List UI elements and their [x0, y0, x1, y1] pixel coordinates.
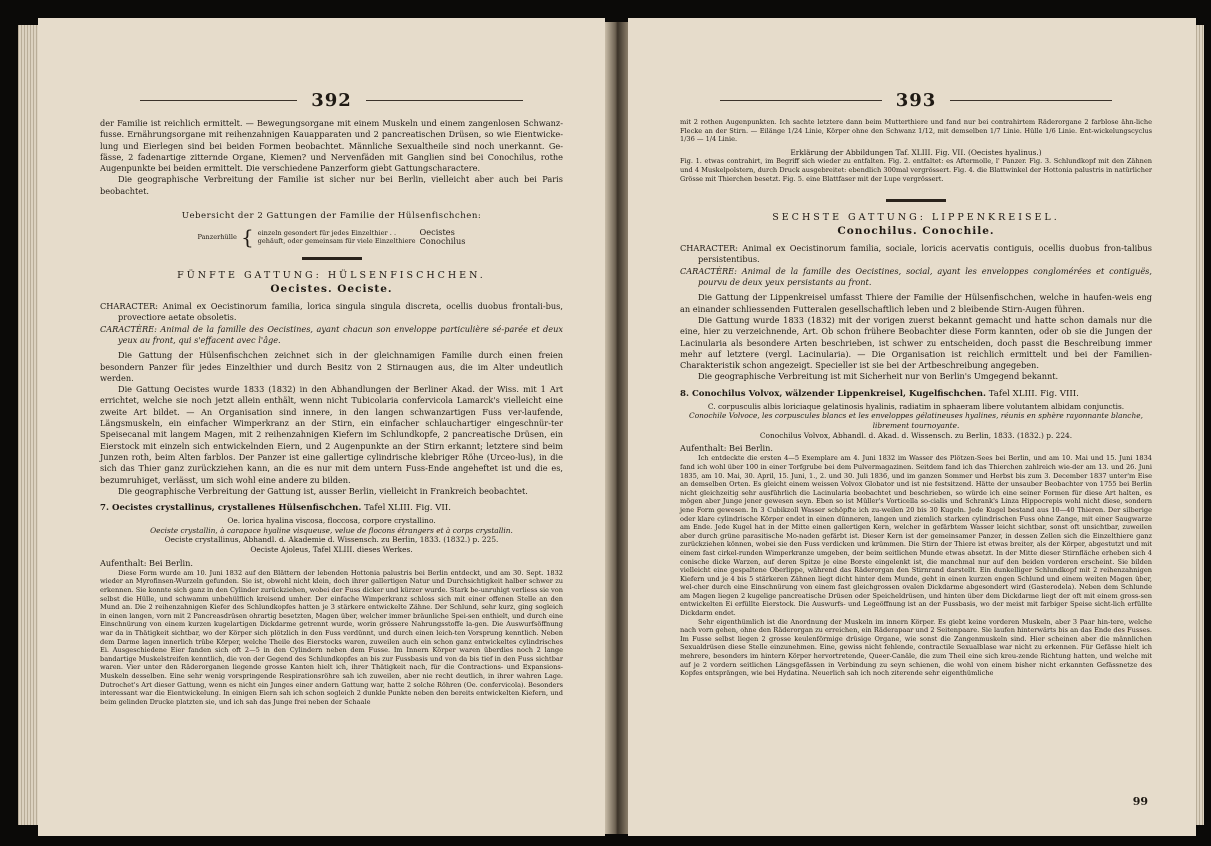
species-plate-ref: Tafel XLIII. Fig. VII.: [364, 503, 451, 514]
species-french: Oeciste crystallin, à carapace hyaline visqueuse, velue de flocons étrangers et à corps crystallin.: [150, 525, 513, 535]
caractere-text: Animal de la famille des Oecistines, social, ayant les enveloppes conglomérées et contiguës, pourvu de deux yeux persistants au front.: [698, 265, 1152, 288]
section-divider: [886, 199, 946, 202]
paragraph: Ich entdeckte die ersten 4—5 Exemplare am 4. Juni 1832 im Wasser des Plötzen-Sees bei Berlin, und am 10. Mai und 15. Juni 1834 fand ich wohl über 100 in einer Torfgrube bei dem Pulvermagazinen. Seitdem fand ich das Thierchen zahlreich wie-der am 13. und 26. Juni 1835, am 10. Mai, 30. April, 15. Juni, 1., 2. und 30. Juli 1836, und im ganzen Sommer und Herbst bis zum 3. December 1837 unter'm Eise an demselben Orten. Es gleicht einem weissen Volvox Globator und ist nie festsitzend. Hätte der unsauber Beobachter von 1755 bei Berlin nicht gleichzeitig sehr ausführlich die Lacinularia beobachtet und beschrieben, so würde ich eine seiner Formen für diese Art halten, es mögen aber Junge jener gewesen seyn. Eben so ist Müller's Vorticella so-cialis und Schrank's Linza Hippocrepis wohl nicht diese, sondern jene Form gewesen. In 3 Cubikzoll Wasser schöpfte ich zu-weilen 20 bis 30 Kugeln. Jede Kugel bestand aus 10—40 Thieren. Der silberige oder klare cylindrische Körper endet in einen dünneren, langen und ziemlich starken cylindrischen Fuss ohne Zange, mit einer Saugwarze am Ende. Jede Kugel hat in der Mitte einen gallertigen Kern, welcher in gefärbtem Wasser leicht sichtbar, sonst oft unsichtbar, zuweilen aber durch grüne parasitische Mo-naden gefärbt ist. Dieser Kern ist der gemeinsamer Panzer, in dessen Zellen sich die Einzelthiere ganz zurückziehen können, wobei sie den Fuss verdicken und krümmen. Die Stirn der Thiere ist etwas breiter, als der Körper, abgestutzt und mit einem fast cirkel-runden Wimperkranze umgeben, der beim seitlichen Munde etwas absetzt. In der Mitte dieser Stirnfläche erheben sich 4 conische dicke Warzen, auf deren Spitze je eine Borste eingelenkt ist, die manchmal nur auf den beiden vorderen erscheint. Sie bilden vielleicht eine gespaltene Oberlippe, während das Räderorgan den Stirnrand darstellt. Ein dunkelliger Schlundkopf mit 2 reihenzahnigen Kiefern und je 4 bis 5 stärkeren Zähnen liegt dicht hinter dem Munde, geht in einen kurzen engen Schlund und einem weiten Magen über, wel-cher durch eine Einschnürung von einem fast gleichgrossen ovalen Dickdarme abgesondert wird (Gasterodela). Neben dem Schlunde am Magen liegen 2 kugelige pancreatische Drüsen oder Speicheldrüsen, und hinten über dem Dickdarme liegt der oft mit einem gross-sen entwickelten Ei erfüllte Eierstock. Die Auswurfs- und Legeöffnung ist an der Fussbasis, wo der meist mit farbiger Speise sicht-lich erfüllte Dickdarm endet.: [680, 454, 1152, 618]
genus-names: Conochilus. Conochile.: [837, 225, 995, 238]
paragraph: der Familie ist reichlich ermittelt. — Bewegungsorgane mit einem Muskeln und einem zangenlosen Schwanz-fusse. Ernährungsorgane mit reihenzahnigen Kauapparaten und 2 pancreatischen Drüsen, so wie Eientwicke-lung und Eierlegen sind bei beiden Formen beobachtet. Männliche Sexualtheile sind noch unerkannt. Ge-fässe, 2 fadenartige zitternde Organe, Kiemen? und Nervenfäden mit Ganglien sind bei Conochilus, rothe Augenpunkte bei beiden ermittelt. Die verschiedene Panzerform giebt Gattungscharactere.: [100, 118, 563, 174]
species-latin: C. corpusculis albis loriciaque gelatinosis hyalinis, radiatim in sphaeram libere volutantem albidam conjunctis.: [707, 401, 1125, 411]
character-paragraph: [680, 243, 1152, 266]
species-heading: 7. Oecistes crystallinus, crystallenes Hülsenfischchen.: [100, 503, 362, 514]
overview-label: Panzerhülle: [197, 232, 237, 241]
left-page: [38, 18, 605, 836]
character-text: Animal ex Oecistinorum familia, lorica singula singula discreta, ocellis duobus frontali-bus, provectiore aetate obsoletis.: [118, 301, 563, 323]
overview-row: einzeln gesondert für jedes Einzelthier . .: [257, 228, 397, 237]
species-reference: Oeciste crystallinus, Abhandl. d. Akademie d. Wissensch. zu Berlin, 1833. (1832.) p. 225.: [164, 535, 499, 545]
overview-name: Oecistes: [419, 226, 455, 237]
species-heading-row: [680, 389, 1152, 400]
genus-names: Oecistes. Oeciste.: [270, 283, 393, 296]
caractere-text: Animal de la famille des Oecistines, ayant chacun son enveloppe particulière sé-parée et deux yeux au front, qui s'effacent avec l'âge.: [118, 323, 564, 345]
paragraph: Sehr eigenthümlich ist die Anordnung der Muskeln im innern Körper. Es giebt keine vorderen Muskeln, aber 3 Paar hin-tere, welche nach vorn gehen, ohne den Räderorgan zu erreichen, ein Räderapaar und 2 Seitenpaare. Sie laufen hinterwärts bis an das Ende des Fusses. Im Fusse selbst liegen 2 grosse keulenförmige drüsige Organe, wie sonst die Zangenmuskeln sind. Hier scheinen aber die männlichen Sexualdrüsen diese Stelle einzunehmen. Eine, gewiss nicht fehlende, contractile Sexualblase war nicht zu erkennen. Für Gefässe hielt ich mehrere, besonders im hintern Körper hervortretende, Queer-Canäle, die zum Theil eine sich kreu-zende Richtung hatten, und welche mit auf je 2 vordern seitlichen Längsgefässen in Verbindung zu seyn schienen, die wohl von einem bisher nicht erkannten Gefässnetze des Kopfes entsprängen, wie bei Hydatina. Neuerlich sah ich noch ziterende sehr eigenthümliche: [680, 617, 1152, 678]
page-header: [680, 90, 1152, 112]
overview-names: [420, 228, 466, 247]
character-label: CHARACTER:: [680, 243, 739, 254]
paragraph: Die Gattung wurde 1833 (1832) mit der vorigen zuerst bekannt gemacht und hatte schon damals nur die eine, hier zu verzeichnende, Art. Ob schon frühere Beobachter diese Form kannten, oder ob sie die Jungen der Lacinularia als besondere Arten beschrieben, ist schwer zu entscheiden, doch passt die Beschreibung immer mehr auf letztere (vergl. Lacinularia). — Die Organisation ist reichlich ermittelt und bei der Familien-Charakteristik schon angezeigt. Specieller ist sie bei der Artbeschreibung angegeben.: [680, 314, 1152, 371]
paragraph: Die geographische Verbreitung ist mit Sicherheit nur von Berlin's Umgegend bekannt.: [698, 371, 1059, 382]
character-label: CHARACTER:: [100, 301, 159, 312]
caractere-paragraph: [100, 324, 563, 347]
species-heading-row: [100, 503, 563, 514]
folio-number: 99: [1132, 795, 1148, 808]
paragraph: mit 2 rothen Augenpunkten. Ich sachte letztere dann beim Mutterthiere und fand nur bei contrahirtem Räderorgane 2 farblose ähn-liche Flecke an der Stirn. — Eilänge 1/24 Linie, Körper ohne den Schwanz 1/12, mit demselben 1/7 Linie. Hülle 1/6 Linie. Ent-wickelungscyclus 1/36 — 1/4 Linie.: [680, 118, 1152, 144]
species-reference: Conochilus Volvox, Abhandl. d. Akad. d. Wissensch. zu Berlin, 1833. (1832.) p. 224.: [759, 430, 1073, 440]
caractere-label: CARACTÈRE:: [680, 265, 737, 276]
page-number: 392: [297, 90, 366, 111]
paragraph: Die Gattung der Hülsenfischchen zeichnet sich in der gleichnamigen Familie durch einen freien besondern Panzer für jedes Einzelthier und durch Besitz von 2 Stirnaugen aus, die im Alter undeutlich werden.: [100, 350, 563, 383]
overview-name: Conochilus: [419, 236, 466, 247]
paragraph: Diese Form wurde am 10. Juni 1832 auf den Blättern der lebenden Hottonia palustris bei Berlin entdeckt, und am 30. Sept. 1832 wieder an Myrofinsen-Wurzeln gefunden. Sie ist, obwohl nicht klein, doch ihrer gallertigen Natur und Durchsichtigkeit halber schwer zu erkennen. Sie konnte sich ganz in den Cylinder zurückziehen, wobei der Fuss dicker und kürzer wurde. Stark be-unruhigt verliess sie von selbst die Hülle, und schwamm unbehülflich kreisend umher. Der einfache Wimperkranz schloss sich mit einer offenen Stelle an den Mund an. Die 2 reihenzahnigen Kiefer des Schlundkopfes hatten je 3 stärkere entwickelte Zähne. Der Schlund, sehr kurz, ging sogleich in einen langen, vorn mit 2 Pancreasdrüsen ohrartig besetzten, Magen über, welcher immer bräunliche Spei-sen enthielt, und durch eine Einschnürung von einem kurzen kugelartigen Dickdarme getrennt wurde, worin grössere Nahrungsstoffe la-gen. Die Auswurfsöffnung war da in Thätigkeit sichtbar, wo der Körper sich plötzlich in den Fuss verdünnt, und durch einen leich-ten Vorsprung kenntlich. Neben dem Darme lagen innerlich trübe Körper, welche Theile des Eierstocks waren, zuweilen auch ein schon ganz entwickeltes cylindrisches Ei. Ausgeschiedene Eier fanden sich oft 2—5 in den Cylindern neben dem Fusse. Im Innern Körper waren überdies noch 2 lange bandartige Muskelstreifen kenntlich, die von der Gegend des Schlundkopfes an bis zur Fussbasis und von da bis tief in den Fuss sichtbar waren. Vier unter den Räderorganen liegende grosse Kanten hielt ich, ihrer Thätigkeit nach, für die Contractions- und Expansions-Muskeln desselben. Eine sehr wenig vorspringende Respirationsröhre sah ich zuweilen, aber nie recht deutlich, in ihrer wahren Lage. Dutrochet's Art dieser Gattung, wenn es nicht ein Junges einer andern Gattung war, hatte 2 solche Röhren (Oe. confervicola). Besonders interessant war die Eientwickelung. In einigen Eiern sah ich schon sogleich 2 dunkle Punkte neben den bereits entwickelten Kiefern, und beim gelinden Drucke platzten sie, und ich sah das Junge frei neben der Schaale: [100, 568, 563, 706]
brace-glyph: {: [240, 225, 254, 250]
abode: Aufenthalt: Bei Berlin.: [680, 443, 774, 454]
overview-rows: [258, 229, 416, 246]
paragraph: Die geographische Verbreitung der Familie ist sicher nur bei Berlin, vielleicht aber auch bei Paris beobachtet.: [100, 174, 563, 196]
species-plate-ref: Tafel XLIII. Fig. VIII.: [988, 388, 1079, 399]
section-divider: [302, 257, 362, 260]
overview-title: Uebersicht der 2 Gattungen der Familie der Hülsenfischchen:: [181, 211, 482, 222]
page-edges-right: [1196, 25, 1204, 825]
species-heading: 8. Conochilus Volvox, wälzender Lippenkreisel, Kugelfischchen.: [680, 388, 986, 399]
overview-row: gehäuft, oder gemeinsam für viele Einzelthiere: [257, 237, 416, 246]
species-latin: Oe. lorica hyalina viscosa, floccosa, corpore crystallino.: [227, 516, 436, 526]
genus-heading: FÜNFTE GATTUNG: HÜLSENFISCHCHEN.: [177, 270, 486, 282]
caractere-label: CARACTÈRE:: [100, 323, 157, 334]
page-edges-left: [18, 25, 38, 825]
paragraph: Die Gattung der Lippenkreisel umfasst Thiere der Familie der Hülsenfischchen, welche in haufen-weis eng an einander schliessenden Futteralen gesellschaftlich leben und 2 bleibende Stirn-Augen führen.: [680, 292, 1152, 314]
caractere-paragraph: [680, 266, 1152, 289]
paragraph: Die geographische Verbreitung der Gattung ist, ausser Berlin, vielleicht in Frankreich beobachtet.: [118, 485, 528, 496]
plate-explanation-title: Erklärung der Abbildungen Taf. XLIII. Fig. VII. (Oecistes hyalinus.): [790, 147, 1042, 157]
character-paragraph: [100, 301, 563, 324]
genus-overview: [100, 225, 563, 250]
genus-heading: SECHSTE GATTUNG: LIPPENKREISEL.: [772, 212, 1060, 224]
character-text: Animal ex Oecistinorum familia, sociale, loricis acervatis contiguis, ocellis duobus fron-talibus persistentibus.: [698, 243, 1152, 265]
abode: Aufenthalt: Bei Berlin.: [100, 557, 194, 568]
right-page: [628, 18, 1196, 836]
paragraph: Die Gattung Oecistes wurde 1833 (1832) in den Abhandlungen der Berliner Akad. der Wiss. mit 1 Art errichtet, welche sie noch jetzt allein enthält, wenn nicht Tubicolaria confervicola Lamarck's vielleicht eine zweite Art bildet. — An Organisation sind innere, in den langen schwanzartigen Fuss ver-laufende, Längsmuskeln, ein einfacher Wimperkranz an der Stirn, ein einfacher schlauchartiger eingeschnür-ter Speisecanal mit langem Magen, mit 2 reihenzahnigen Kiefern im Schlundkopfe, 2 pancreatische Drüsen, ein Eierstock mit einzeln sich entwickelnden Eiern, und 2 Augenpunkte an der Stirn erkannt; letztere sind beim Junzen roth, beim Alten farblos. Der Panzer ist eine gallertige cylindrische klebriger Röhe (Urceo-lus), in die sich das Thier ganz zurückziehen kann, an die es nur mit dem untern Fuss-Ende angeheftet ist und die es, bezumruhiget, verlässt, um sich wohl eine andere zu bilden.: [100, 384, 563, 485]
book-gutter: [605, 22, 628, 834]
page-number: 393: [882, 90, 951, 111]
plate-explanation: Fig. 1. etwas contrahirt, im Begriff sich wieder zu entfalten. Fig. 2. entfaltet: es Aftermolle, l' Panzer. Fig. 3. Schlundkopf mit den Zähnen und 4 Muskelpolstern, durch Druck ausgebreitet: ebendlich 300mal vergrössert. Fig. 4. die Blattwinkel der Hottonia palustris in natürlicher Grösse mit Thierchen besetzt. Fig. 5. eine Blattfaser mit der Lupe vergrössert.: [680, 157, 1152, 183]
species-french: Conochile Volvoce, les corpuscules blancs et les enveloppes gélatineuses hyalines, réunis en sphère rayonnante blanche, librement tournoyante.: [689, 411, 1143, 430]
species-reference: Oeciste Ajoleus, Tafel XLIII. dieses Werkes.: [250, 544, 413, 554]
page-header: [100, 90, 563, 112]
